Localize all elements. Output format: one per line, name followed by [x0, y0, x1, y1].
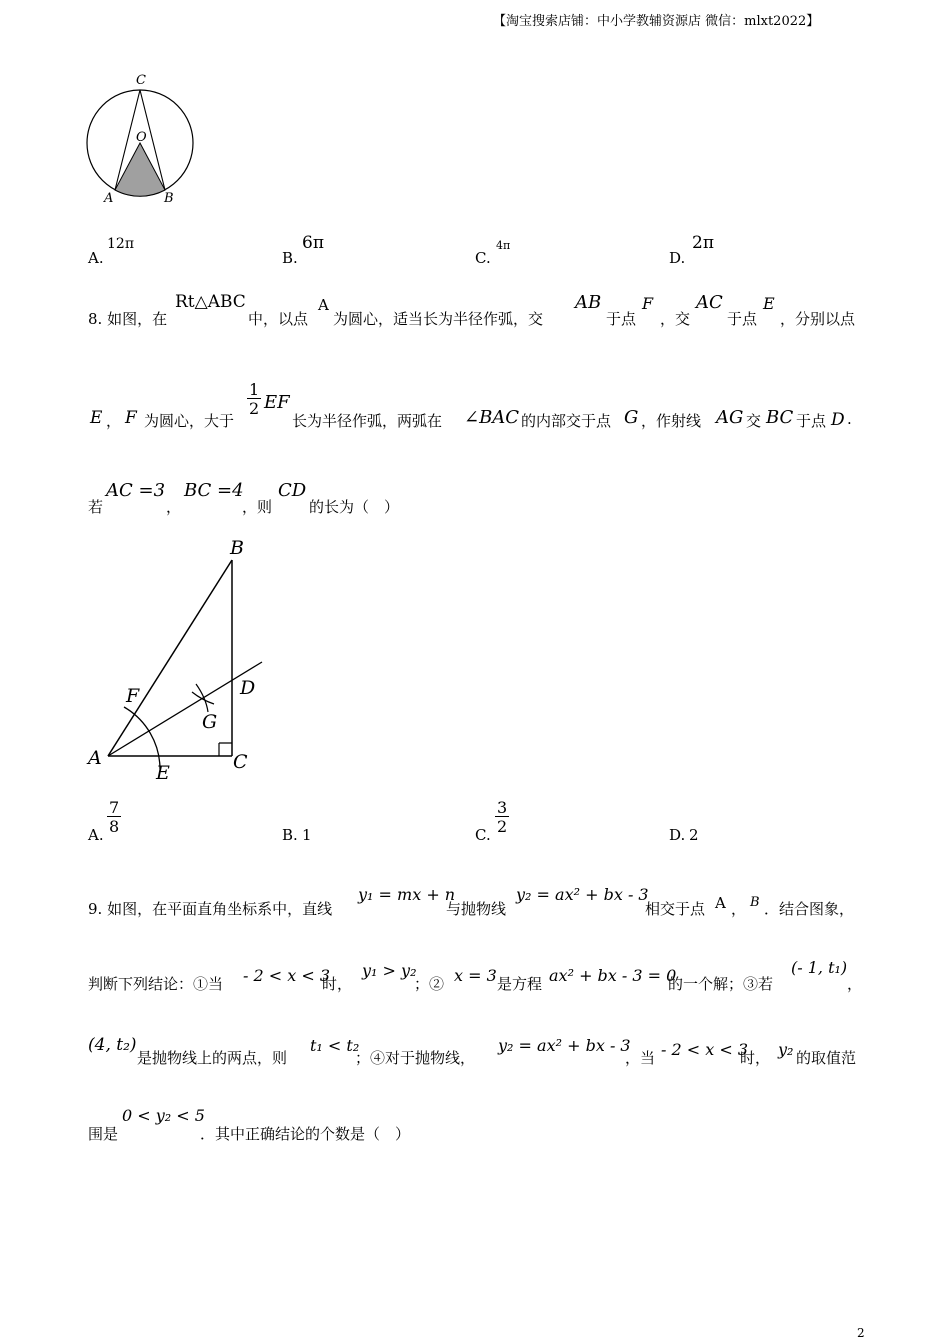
q9-text-17: 围是	[88, 1125, 119, 1143]
q8-text-12: ，作射线	[641, 412, 702, 430]
q8-text-9: 为圆心，大于	[144, 412, 235, 430]
q9-math-parabola: y₂ = ax² + bx - 3	[516, 885, 649, 904]
q8-math-ab: AB	[575, 292, 602, 313]
shaded-sector	[115, 143, 165, 196]
q9-text-6: 判断下列结论：①当	[88, 975, 224, 993]
q9-text-4: ，	[731, 900, 747, 918]
frac-num: 1	[249, 380, 260, 399]
label-g: G	[202, 711, 218, 733]
q8-math-ac3: AC =3	[106, 480, 166, 501]
q9-text-3: 相交于点	[645, 900, 706, 918]
q8-text-7: ，分别以点	[780, 310, 856, 328]
q8-fraction-half	[247, 382, 261, 417]
label-a: A	[88, 747, 102, 769]
q8-text-15: .	[847, 410, 852, 428]
q8-math-e2: E	[90, 408, 103, 428]
q9-math-t1-lt-t2: t₁ < t₂	[310, 1036, 360, 1055]
q9-text-2: 与抛物线	[446, 900, 507, 918]
q9-text-13: ；④对于抛物线，	[355, 1049, 476, 1067]
label-b: B	[164, 191, 174, 206]
q8-text-16: 若	[88, 498, 104, 516]
q9-text-11: ，	[847, 975, 863, 993]
q9-math-y2: y₂	[778, 1040, 794, 1059]
q9-text-15: 时，	[740, 1049, 771, 1067]
q8-math-g: G	[624, 407, 639, 428]
q7-option-c-value: 4π	[496, 239, 511, 252]
q7-option-b-letter: B.	[282, 249, 298, 267]
q8-math-ef: EF	[264, 392, 290, 413]
label-b: B	[230, 537, 244, 559]
q7-option-c-letter: C.	[475, 249, 491, 267]
q8-text-13: 交	[746, 412, 762, 430]
q9-math-b: B	[750, 895, 760, 910]
q9-math-point1: (- 1, t₁)	[791, 958, 848, 977]
q8-text-18: ，则	[242, 498, 273, 516]
label-e: E	[156, 762, 170, 784]
label-o: O	[136, 130, 147, 145]
q8-option-a-letter: A.	[88, 826, 104, 844]
q9-math-equation: ax² + bx - 3 = 0	[549, 966, 677, 985]
q8-math-ac: AC	[696, 292, 723, 313]
q9-text-14: ，当	[625, 1049, 656, 1067]
q8-triangle-figure	[84, 532, 284, 787]
q8-math-a: A	[318, 296, 329, 314]
q7-option-d-letter: D.	[669, 249, 686, 267]
q8-option-a-num: 7	[109, 798, 120, 817]
q8-math-bc4: BC =4	[184, 480, 244, 501]
q8-text-14: 于点	[796, 412, 827, 430]
q8-text-5: ，交	[660, 310, 691, 328]
label-a: A	[104, 191, 114, 206]
q9-math-line-eq: y₁ = mx + n	[358, 885, 456, 904]
q8-option-a-den: 8	[109, 817, 120, 836]
label-d: D	[240, 677, 256, 699]
q8-text-3: 为圆心，适当长为半径作弧，交	[333, 310, 544, 328]
q9-math-x3: x = 3	[454, 966, 497, 985]
q8-text-6: 于点	[727, 310, 758, 328]
ray-ag	[108, 662, 262, 756]
arc-ef	[124, 707, 160, 769]
label-c: C	[233, 751, 248, 773]
q9-text-7: 时，	[322, 975, 353, 993]
q8-math-rt-abc: Rt△ABC	[175, 292, 246, 312]
q8-option-c-letter: C.	[475, 826, 491, 844]
q8-text-10: 长为半径作弧，两弧在	[292, 412, 443, 430]
q8-math-bc: BC	[766, 407, 794, 428]
frac-den: 2	[249, 399, 260, 418]
q7-option-a-value: 12π	[107, 236, 135, 252]
q8-math-cd: CD	[278, 480, 307, 501]
q8-option-b-value: 1	[302, 826, 312, 844]
q8-text-1: 8. 如图，在	[88, 310, 168, 328]
q8-text-8: ，	[106, 412, 122, 430]
q9-text-9: 是方程	[497, 975, 543, 993]
q8-math-f: F	[642, 294, 654, 313]
header-watermark: 【淘宝搜索店铺：中小学教辅资源店 微信：mlxt2022】	[493, 14, 820, 29]
q8-math-f2: F	[125, 408, 137, 428]
q8-math-angle-bac: ∠BAC	[464, 407, 520, 428]
q9-text-8: ；②	[414, 975, 445, 993]
q9-math-range1: - 2 < x < 3	[243, 966, 331, 985]
q8-math-ag: AG	[716, 407, 744, 428]
q7-option-d-value: 2π	[692, 233, 714, 253]
q7-option-a-letter: A.	[88, 249, 104, 267]
page-number: 2	[857, 1326, 865, 1340]
q9-text-10: 的一个解；③若	[668, 975, 774, 993]
q8-option-b-letter: B.	[282, 826, 298, 844]
label-c: C	[136, 73, 146, 88]
q9-text-12: 是抛物线上的两点，则	[137, 1049, 288, 1067]
q8-text-19: 的长为（ ）	[309, 498, 400, 516]
q8-option-d-letter: D.	[669, 826, 686, 844]
q8-option-c-num: 3	[497, 798, 508, 817]
q9-text-1: 9. 如图，在平面直角坐标系中，直线	[88, 900, 333, 918]
q9-math-point2: (4, t₂)	[88, 1035, 137, 1055]
q8-text-2: 中，以点	[248, 310, 309, 328]
q9-math-range3: 0 < y₂ < 5	[122, 1106, 205, 1125]
label-f: F	[126, 685, 140, 707]
q8-option-d-value: 2	[689, 826, 699, 844]
q8-text-11: 的内部交于点	[521, 412, 612, 430]
q7-option-b-value: 6π	[302, 233, 324, 253]
q9-text-5: ．结合图象，	[764, 900, 855, 918]
q9-text-16: 的取值范	[796, 1049, 857, 1067]
q8-option-c-fraction	[495, 800, 509, 835]
q9-math-a: A	[715, 894, 726, 912]
q9-math-range2: - 2 < x < 3	[661, 1040, 749, 1059]
q9-text-18: ．其中正确结论的个数是（ ）	[200, 1125, 411, 1143]
q8-math-d: D	[831, 410, 845, 430]
q8-option-a-fraction	[107, 800, 121, 835]
q9-math-parabola2: y₂ = ax² + bx - 3	[498, 1036, 631, 1055]
right-angle-mark	[219, 743, 232, 756]
q9-math-y1-gt-y2: y₁ > y₂	[362, 961, 417, 980]
q7-circle-figure	[80, 68, 205, 208]
q8-option-c-den: 2	[497, 817, 508, 836]
q8-text-17: ，	[166, 498, 182, 516]
q8-math-e: E	[763, 294, 775, 313]
q8-text-4: 于点	[606, 310, 637, 328]
